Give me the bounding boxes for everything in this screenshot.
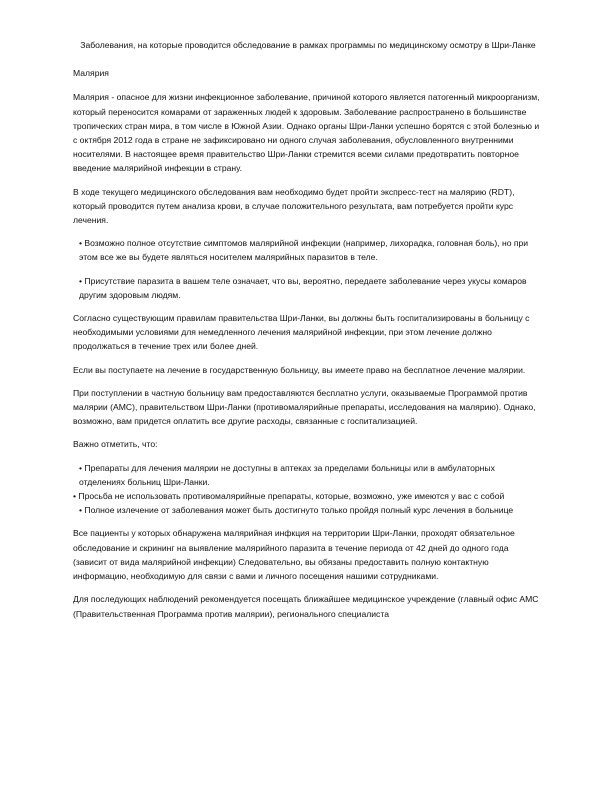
paragraph-intro: Малярия - опасное для жизни инфекционное заболевание, причиной которого является патогенный микроорганизм, который переносится комарами от зараженных людей к здоровым. Заболевание распространено в большинстве тропических стран мира, в том числе в Южной Азии. Однако органы Шри-Ланки успешно борятся с этой болезнью и с октября 2012 года в стране не зафиксировано ни одного случая заболевания, обусловленного внутренними носителями. В настоящее время правительство Шри-Ланки стремится всеми силами предотвратить повторное введение малярийной инфекции в страну. bbox=[73, 92, 540, 174]
paragraph-hospitalization: Согласно существующим правилам правительства Шри-Ланки, вы должны быть госпитализированы в больницу с необходимыми условиями для немедленного лечения малярийной инфекции, при этом лечение должно продолжаться в течение трех или более дней. bbox=[73, 313, 530, 352]
bullet-no-symptoms: • Возможно полное отсутствие симптомов малярийной инфекции (например, лихорадка, головная боль), но при этом все же вы будете являться носителем малярийных паразитов в теле. bbox=[79, 238, 529, 263]
paragraph-screening: Все пациенты у которых обнаружена малярийная инфкция на территории Шри-Ланки, проходят обязательное обследование и скрининг на выявление малярийного паразита в течение периода от 42 дней до одного года (зависит от вида малярийной инфекции) Следовательно, вы обязаны предоставить полную контактную информацию, необходимую для связи с вами и личного посещения нашими сотрудниками. bbox=[73, 528, 515, 582]
bullet-drugs-unavailable: • Препараты для лечения малярии не доступны в аптеках за пределами больницы или в амбулаторных отделениях больниц Шри-Ланки. bbox=[79, 462, 495, 487]
document-page bbox=[73, 38, 543, 630]
important-bullet-list bbox=[73, 461, 543, 518]
paragraph-private-hospital: При поступлении в частную больницу вам предоставляются бесплатно услуги, оказываемые Программой против малярии (AMC), правительством Шри-Ланки (противомалярийные препараты, исследования на малярию). Однако, возможно, вам придется оплатить все другие расходы, связанные с госпитализацией. bbox=[73, 387, 536, 427]
paragraph-rdt: В ходе текущего медицинского обследования вам необходимо будет пройти экспресс-тест на малярию (RDT), который проводится путем анализа крови, в случае положительного результата, вам потребуется пройти курс лечения. bbox=[73, 186, 515, 226]
section-heading: Малярия bbox=[73, 68, 109, 79]
paragraph-state-hospital: Если вы поступаете на лечение в государственную больницу, вы имеете право на бесплатное лечение малярии. bbox=[73, 364, 526, 375]
bullet-parasite-transmission: • Присутствие паразита в вашем теле означает, что вы, вероятно, передаете заболевание через укусы комаров другим здоровым людям. bbox=[79, 275, 527, 300]
bullet-full-course: • Полное излечение от заболевания может быть достигнуто только пройдя полный курс лечения в больнице bbox=[79, 505, 514, 516]
document-title: Заболевания, на которые проводится обследование в рамках программы по медицинскому осмотру в Шри-Ланке bbox=[80, 40, 536, 50]
bullet-no-own-drugs: • Просьба не использовать противомалярийные препараты, которые, возможно, уже имеются у вас с собой bbox=[73, 491, 505, 502]
paragraph-follow-up: Для последующих наблюдений рекомендуется посещать ближайшее медицинское учреждение (главный офис AMC (Правительственная Программа против малярии), регионального специалиста bbox=[73, 594, 539, 619]
paragraph-important-note: Важно отметить, что: bbox=[73, 439, 158, 450]
